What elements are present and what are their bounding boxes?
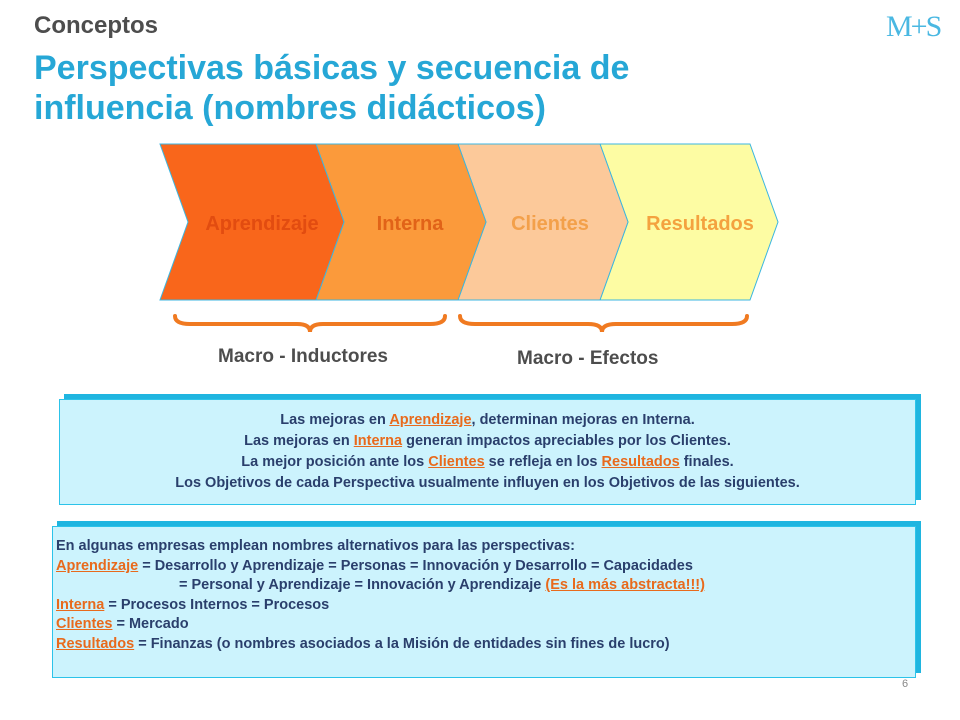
explanation-line-4: Los Objetivos de cada Perspectiva usualmente influyen en los Objetivos de las siguientes. bbox=[175, 475, 800, 491]
text-run: = Finanzas (o nombres asociados a la Misión de entidades sin fines de lucro) bbox=[134, 635, 670, 652]
highlight-abstracta: (Es la más abstracta!!!) bbox=[545, 577, 705, 594]
text-run: Las mejoras en bbox=[244, 433, 354, 449]
chevron-label-interna: Interna bbox=[376, 213, 444, 235]
section-kicker: Conceptos bbox=[34, 12, 159, 39]
text-run: , determinan mejoras en Interna. bbox=[471, 412, 695, 428]
slide-title-line-1: Perspectivas básicas y secuencia de bbox=[34, 49, 630, 87]
text-run: La mejor posición ante los bbox=[241, 454, 429, 470]
text-run: Las mejoras en bbox=[280, 412, 390, 428]
group-label-efectos: Macro - Efectos bbox=[517, 348, 659, 369]
highlight-clientes: Clientes bbox=[56, 616, 113, 633]
text-run: se refleja en los bbox=[484, 454, 602, 470]
highlight-clientes: Clientes bbox=[428, 454, 485, 470]
explanation-line-2 bbox=[60, 431, 915, 452]
group-label-inductores: Macro - Inductores bbox=[218, 346, 388, 367]
highlight-resultados: Resultados bbox=[56, 635, 135, 652]
highlight-interna: Interna bbox=[353, 433, 403, 449]
ms-logo: M+S bbox=[886, 10, 941, 43]
explanation-line-3 bbox=[60, 452, 915, 473]
alt-names-aprendizaje-cont bbox=[56, 576, 915, 596]
text-run: = Personal y Aprendizaje = Innovación y Aprendizaje bbox=[179, 577, 546, 594]
chevron-label-aprendizaje: Aprendizaje bbox=[205, 213, 319, 235]
influence-explanation-box bbox=[59, 399, 916, 505]
alt-names-resultados bbox=[56, 635, 915, 655]
text-run: generan impactos apreciables por los Clientes. bbox=[402, 433, 731, 449]
alt-names-interna bbox=[56, 596, 915, 616]
chevron-label-clientes: Clientes bbox=[511, 213, 589, 235]
alt-names-clientes bbox=[56, 615, 915, 635]
highlight-interna: Interna bbox=[56, 596, 105, 613]
explanation-line-1 bbox=[60, 410, 915, 431]
brace-efectos bbox=[460, 316, 747, 332]
highlight-aprendizaje: Aprendizaje bbox=[56, 557, 139, 574]
page-number: 6 bbox=[902, 678, 909, 690]
text-run: finales. bbox=[679, 454, 734, 470]
alternative-names-box bbox=[52, 526, 916, 678]
text-run: = Procesos Internos = Procesos bbox=[104, 596, 330, 613]
chevron-label-resultados: Resultados bbox=[646, 213, 754, 235]
brace-inductores bbox=[175, 316, 445, 332]
highlight-resultados: Resultados bbox=[601, 454, 680, 470]
alt-names-aprendizaje bbox=[56, 557, 915, 577]
text-run: = Desarrollo y Aprendizaje = Personas = Innovación y Desarrollo = Capacidades bbox=[138, 557, 693, 574]
slide-title-line-2: influencia (nombres didácticos) bbox=[34, 89, 546, 127]
highlight-aprendizaje: Aprendizaje bbox=[389, 412, 472, 428]
alt-names-intro: En algunas empresas emplean nombres alternativos para las perspectivas: bbox=[56, 538, 575, 554]
text-run: = Mercado bbox=[112, 616, 189, 633]
